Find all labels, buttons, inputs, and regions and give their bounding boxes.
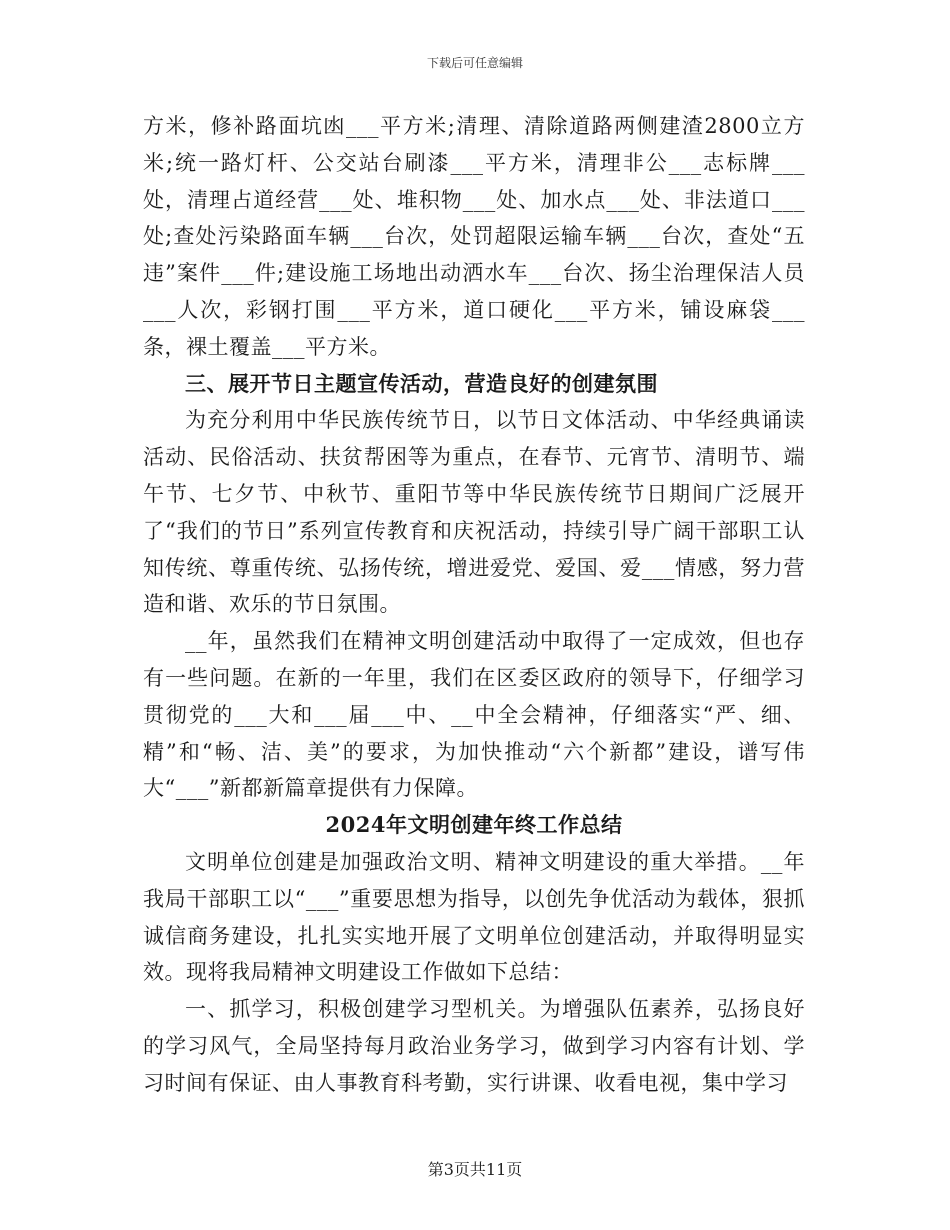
document-title: 2024年文明创建年终工作总结 [325, 812, 623, 838]
section-heading-3: 三、展开节日主题宣传活动，营造良好的创建氛围 [185, 370, 658, 396]
paragraph-study: 一、抓学习，积极创建学习型机关。为增强队伍素养，弘扬良好的学习风气，全局坚持每月政治业务学习，做到学习内容有计划、学习时间有保证、由人事教育科考勤，实行讲课、收看电视，集中学习 [143, 997, 805, 1095]
paragraph-outlook: __年，虽然我们在精神文明创建活动中取得了一定成效，但也存有一些问题。在新的一年里，我们在区委区政府的领导下，仔细学习贯彻党的___大和___届___中、__中全会精神，仔细落实“严、细、精”和“畅、洁、美”的要求，为加快推动“六个新都”建设，谱写伟大“___”新都新篇章提供有力保障。 [143, 629, 805, 801]
page-number: 第3页共11页 [427, 1160, 523, 1179]
paragraph-continued: 方米，修补路面坑凼___平方米;清理、清除道路两侧建渣2800立方米;统一路灯杆、公交站台刷漆___平方米，清理非公___志标牌___处，清理占道经营___处、堆积物___处、加水点___处、非法道口___处;查处污染路面车辆___台次，处罚超限运输车辆___台次，查处“五违”案件___件;建设施工场地出动洒水车___台次、扬尘治理保洁人员___人次，彩钢打围___平方米，道口硬化___平方米，铺设麻袋___条，裸土覆盖___平方米。 [143, 114, 805, 359]
document-body [143, 108, 805, 1102]
header-note: 下载后可任意编辑 [426, 56, 523, 70]
paragraph-festival: 为充分利用中华民族传统节日，以节日文体活动、中华经典诵读活动、民俗活动、扶贫帮困等为重点，在春节、元宵节、清明节、端午节、七夕节、中秋节、重阳节等中华民族传统节日期间广泛展开了“我们的节日”系列宣传教育和庆祝活动，持续引导广阔干部职工认知传统、尊重传统、弘扬传统，增进爱党、爱国、爱___情感，努力营造和谐、欢乐的节日氛围。 [143, 408, 805, 617]
paragraph-intro: 文明单位创建是加强政治文明、精神文明建设的重大举措。__年我局干部职工以“___”重要思想为指导，以创先争优活动为载体，狠抓诚信商务建设，扎扎实实地开展了文明单位创建活动，并取得明显实效。现将我局精神文明建设工作做如下总结： [143, 849, 805, 985]
